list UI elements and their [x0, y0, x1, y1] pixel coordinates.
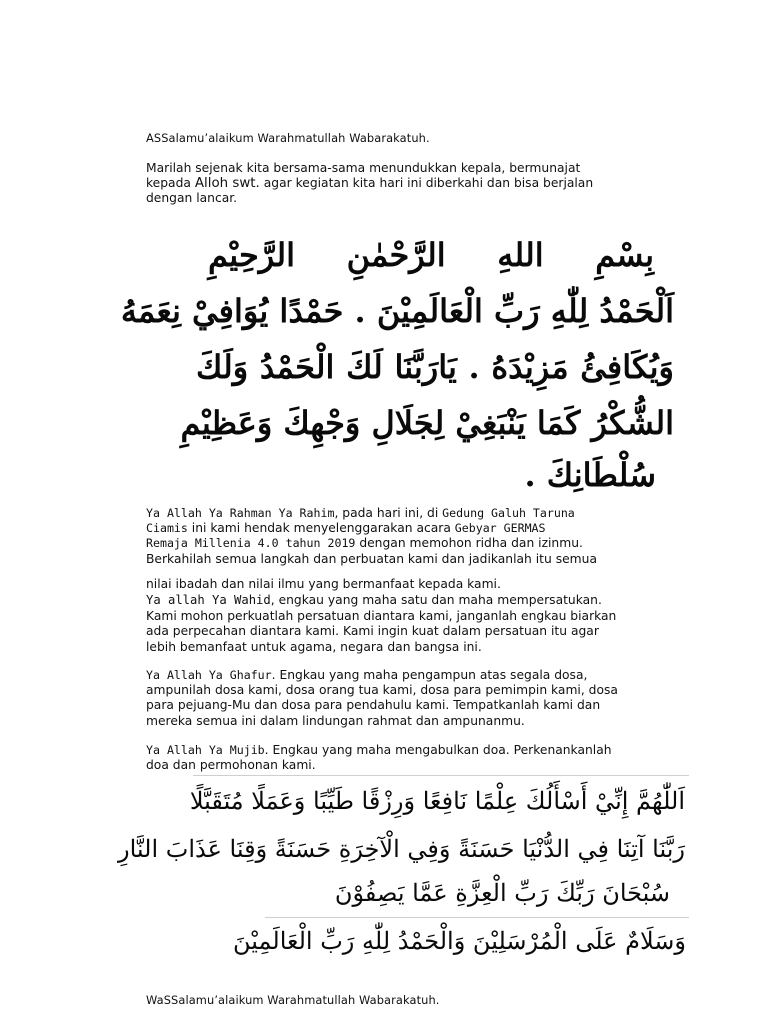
p5-line-1: Ya Allah Ya Mujib. Engkau yang maha mengabulkan doa. Perkenankanlah	[146, 743, 612, 757]
separator-line	[193, 775, 689, 776]
p4-line-1: Ya Allah Ya Ghafur. Engkau yang maha pengampun atas segala dosa,	[146, 668, 588, 682]
p5-line-2: doa dan permohonan kami.	[146, 758, 316, 773]
separator-line	[265, 917, 689, 918]
p2-line-2: Ciamis ini kami hendak menyelenggarakan acara Gebyar GERMAS	[146, 521, 546, 536]
intro-paragraph	[146, 161, 690, 207]
prayer-paragraph-1	[146, 506, 690, 567]
prayer-paragraph-3	[146, 668, 690, 729]
prayer-paragraph-2	[146, 593, 690, 655]
intro-line-3: dengan lancar.	[146, 191, 238, 206]
p3-line-3: ada perpecahan diantara kami. Kami ingin kuat dalam persatuan itu agar	[146, 624, 599, 639]
p2-line-1: Ya Allah Ya Rahman Ya Rahim, pada hari ini, di Gedung Galuh Taruna	[146, 506, 575, 520]
calligraphy-line-5: سُلْطَانِكَ .	[524, 456, 656, 494]
p4-line-3: para pejuang-Mu dan dosa para pendahulu kami. Tempatkanlah kami dan	[146, 698, 601, 713]
p3-line-2: Kami mohon perkuatlah persatuan diantara kami, janganlah engkau biarkan	[146, 608, 617, 623]
prayer-arabic-line-4: وَسَلَامٌ عَلَى الْمُرْسَلِيْنَ وَالْحَمْدُ لِلّٰهِ رَبِّ الْعَالَمِيْنَ	[233, 927, 686, 955]
calligraphy-line-4: الشُّكْرُ كَمَا يَنْبَغِيْ لِجَلَالِ وَجْهِكَ وَعَظِيْمِ	[180, 404, 674, 442]
p3-line-4: lebih bemanfaat untuk agama, negara dan bangsa ini.	[146, 639, 482, 654]
p2-line-5: nilai ibadah dan nilai ilmu yang bermanfaat kepada kami.	[146, 577, 501, 591]
calligraphy-line-2: اَلْحَمْدُ لِلّٰهِ رَبِّ الْعَالَمِيْنَ . حَمْدًا يُوَافِيْ نِعَمَهُ	[120, 292, 674, 330]
closing-greeting: WaSSalamu’alaikum Warahmatullah Wabarakatuh.	[146, 993, 440, 1007]
calligraphy-basmalah: بِسْمِ اللهِ الرَّحْمٰنِ الرَّحِيْمِ	[208, 236, 654, 274]
prayer-arabic-line-3: سُبْحَانَ رَبِّكَ رَبِّ الْعِزَّةِ عَمَّا يَصِفُوْنَ	[334, 879, 670, 907]
p2-line-4: Berkahilah semua langkah dan perbuatan kami dan jadikanlah itu semua	[146, 551, 597, 566]
p4-line-2: ampunilah dosa kami, dosa orang tua kami, dosa para pemimpin kami, dosa	[146, 683, 618, 698]
opening-greeting: ASSalamu’alaikum Warahmatullah Wabarakatuh.	[146, 131, 430, 145]
p3-line-1: Ya allah Ya Wahid, engkau yang maha satu dan maha mempersatukan.	[146, 593, 602, 607]
prayer-arabic-line-2: رَبَّنَا آتِنَا فِي الدُّنْيَا حَسَنَةً وَفِي الْآخِرَةِ حَسَنَةً وَقِنَا عَذَابَ النَّارِ	[117, 835, 685, 863]
arabic-calligraphy-block	[120, 230, 674, 498]
intro-line-1: Marilah sejenak kita bersama-sama menundukkan kepala, bermunajat	[146, 161, 581, 175]
calligraphy-line-3: وَيُكَافِئُ مَزِيْدَهُ . يَارَبَّنَا لَكَ الْحَمْدُ وَلَكَ	[196, 348, 674, 386]
prayer-arabic-line-1: اَللّٰهُمَّ إِنِّيْ أَسْأَلُكَ عِلْمًا نَافِعًا وَرِزْقًا طَيِّبًا وَعَمَلًا مُتَقَبَّلًا	[189, 787, 685, 815]
prayer-paragraph-4	[146, 743, 690, 773]
p4-line-4: mereka semua ini dalam lindungan rahmat dan ampunanmu.	[146, 713, 525, 728]
intro-line-2: kepada Alloh swt. agar kegiatan kita hari ini diberkahi dan bisa berjalan	[146, 176, 594, 192]
p2-line-3: Remaja Millenia 4.0 tahun 2019 dengan memohon ridha dan izinmu.	[146, 536, 583, 551]
